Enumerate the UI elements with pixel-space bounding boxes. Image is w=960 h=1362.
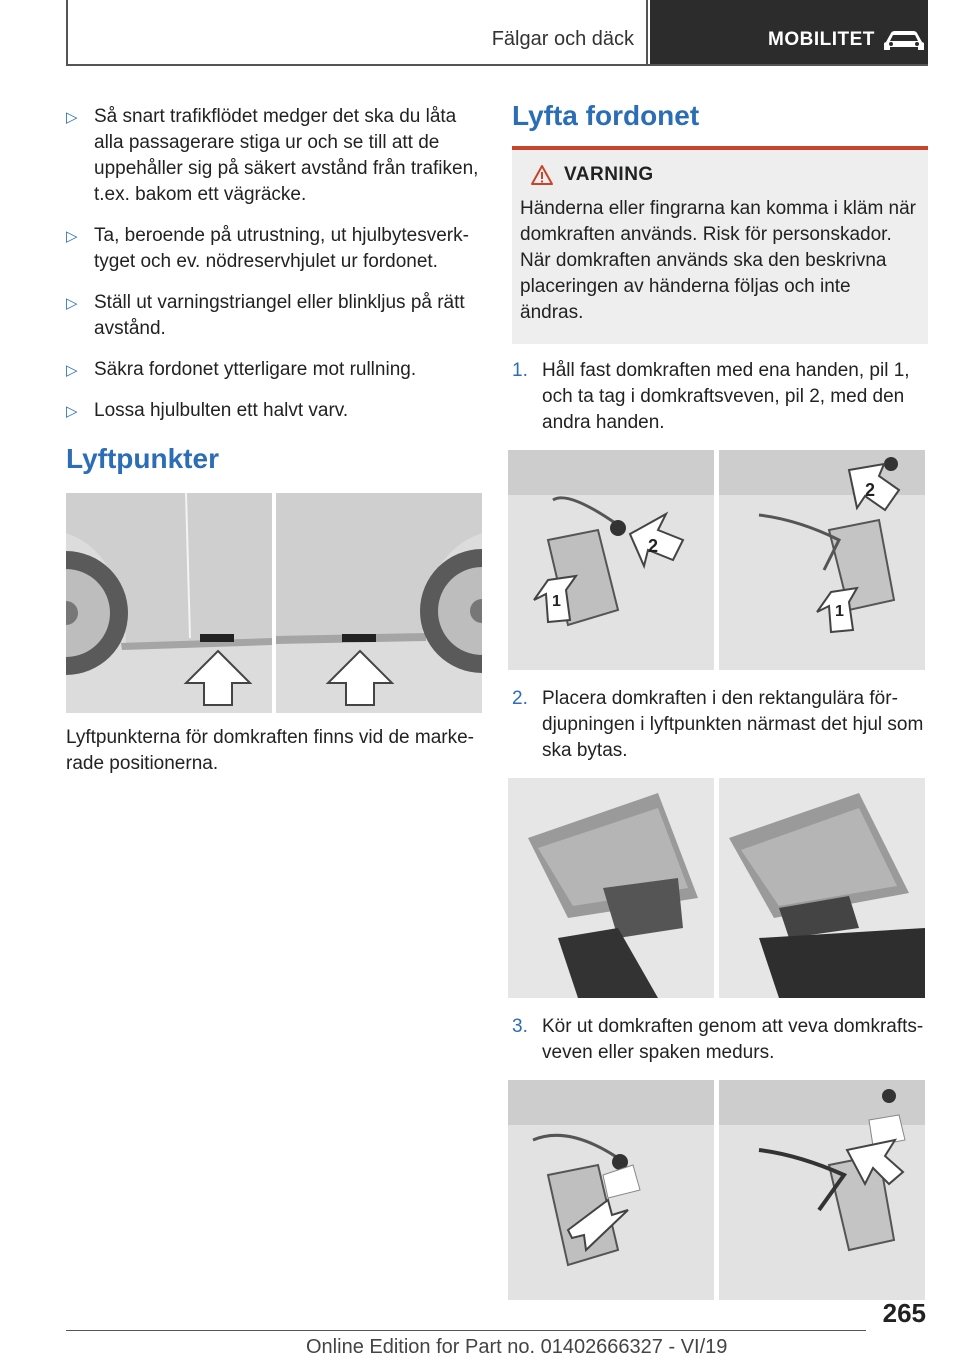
warning-title: VARNING (564, 164, 654, 185)
arrow-label: 2 (648, 536, 659, 556)
lift-points-caption: Lyftpunkterna för domkraften finns vid de markerade positionerna. (66, 727, 474, 774)
jack-hold-image-left (508, 450, 714, 670)
left-column (66, 104, 482, 777)
step-3-figure (512, 1080, 928, 1300)
step-number: 1. (512, 360, 528, 381)
arrow-label: 2 (865, 480, 876, 500)
jack-hold-image-right (719, 450, 925, 670)
jack-placement-image-left (508, 778, 714, 998)
footer-rule (66, 1330, 866, 1331)
footer-edition: Online Edition for Part no. 01402666327 - VI/19 (306, 1336, 728, 1358)
header-rule (66, 64, 928, 66)
steps-list (512, 358, 928, 1300)
list-item: ▷ Så snart trafikflödet medger det ska du låta alla passagerare stiga ur och se till att de uppehåller sig på säkert avstånd från trafiken, t.ex. bakom ett vägräcke. (66, 106, 479, 205)
chapter-title: MOBILITET (768, 29, 875, 50)
triangle-bullet-icon: ▷ (66, 362, 78, 379)
page-number: 265 (882, 1298, 926, 1328)
lift-point-rear-image (276, 493, 482, 713)
warning-header (530, 164, 918, 186)
triangle-bullet-icon: ▷ (66, 295, 78, 312)
arrow-label: 1 (552, 593, 561, 610)
step-text: Kör ut domkraften genom att veva domkraftsveven eller spaken medurs. (542, 1016, 924, 1063)
warning-text: Händerna eller fingrarna kan komma i kläm när domkraften används. Risk för personskador. När domkraften används ska den beskrivna placeringen av händerna följas och inte ändras. (520, 198, 917, 323)
list-item: ▷ Ta, beroende på utrustning, ut hjulbytesverktyget och ev. nödreservhjulet ur fordonet. (66, 225, 469, 272)
section-heading-lift-vehicle: Lyfta fordonet (512, 100, 700, 131)
list-item: ▷ Lossa hjulbulten ett halvt varv. (66, 398, 482, 424)
lift-point-front-image (66, 493, 272, 713)
list-item (512, 1014, 928, 1066)
triangle-bullet-icon: ▷ (66, 403, 78, 420)
list-item: ▷ Säkra fordonet ytterligare mot rullning. (66, 357, 482, 383)
step-number: 3. (512, 1016, 528, 1037)
jack-crank-image-right (719, 1080, 925, 1300)
header-chapter-tab (650, 0, 928, 64)
triangle-bullet-icon: ▷ (66, 228, 78, 245)
lift-points-figure (66, 493, 482, 713)
step-number: 2. (512, 688, 528, 709)
list-item: ▷ Ställ ut varningstriangel eller blinkljus på rätt avstånd. (66, 292, 465, 339)
warning-box (512, 150, 928, 344)
car-icon (882, 28, 926, 54)
step-2-figure (512, 778, 928, 998)
right-column (512, 100, 928, 1316)
step-text: Håll fast domkraften med ena handen, pil 1, och ta tag i domkraftsveven, pil 2, med den andra handen. (542, 360, 910, 433)
bullet-list (66, 104, 482, 424)
step-text: Placera domkraften i den rektangulära fördjupningen i lyftpunkten närmast det hjul som ska bytas. (542, 688, 924, 761)
jack-placement-image-right (719, 778, 925, 998)
step-1-figure (512, 450, 928, 670)
jack-crank-image-left (508, 1080, 714, 1300)
section-heading-lift-points: Lyftpunkter (66, 443, 219, 474)
section-title: Fälgar och däck (491, 28, 634, 50)
arrow-label: 1 (835, 603, 844, 620)
triangle-bullet-icon: ▷ (66, 109, 78, 126)
list-item (512, 686, 928, 764)
warning-triangle-icon (530, 164, 554, 186)
list-item (512, 358, 928, 436)
header-section-tab (66, 0, 648, 64)
